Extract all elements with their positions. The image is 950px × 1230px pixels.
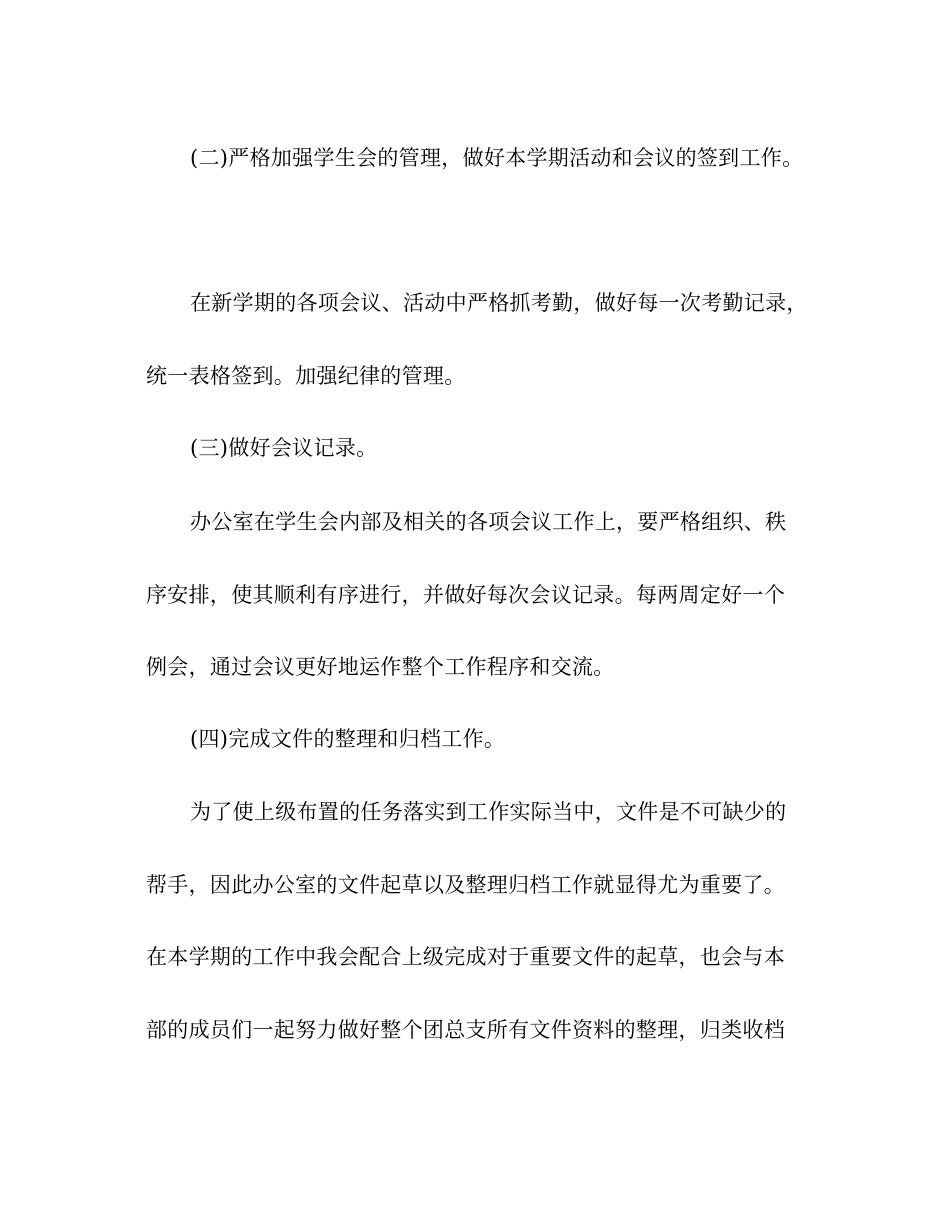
paragraph-line: 序安排，使其顺利有序进行，并做好每次会议记录。每两周定好一个	[146, 583, 785, 607]
paragraph-line: 为了使上级布置的任务落实到工作实际当中，文件是不可缺少的	[190, 800, 787, 824]
paragraph-line: 帮手，因此办公室的文件起草以及整理归档工作就显得尤为重要了。	[146, 873, 785, 897]
paragraph-line: 在本学期的工作中我会配合上级完成对于重要文件的起草，也会与本	[146, 945, 785, 969]
paragraph-line: 部的成员们一起努力做好整个团总支所有文件资料的整理，归类收档	[146, 1018, 785, 1042]
paragraph-line: 办公室在学生会内部及相关的各项会议工作上，要严格组织、秩	[190, 510, 787, 534]
paragraph-line: 在新学期的各项会议、活动中严格抓考勤，做好每一次考勤记录，	[190, 291, 808, 315]
section-heading-4: (四)完成文件的整理和归档工作。	[190, 727, 506, 751]
section-heading-3: (三)做好会议记录。	[190, 436, 378, 460]
paragraph-line: 例会，通过会议更好地运作整个工作程序和交流。	[146, 655, 615, 679]
paragraph-line: 统一表格签到。加强纪律的管理。	[146, 364, 466, 388]
section-heading-2: (二)严格加强学生会的管理，做好本学期活动和会议的签到工作。	[190, 146, 804, 170]
